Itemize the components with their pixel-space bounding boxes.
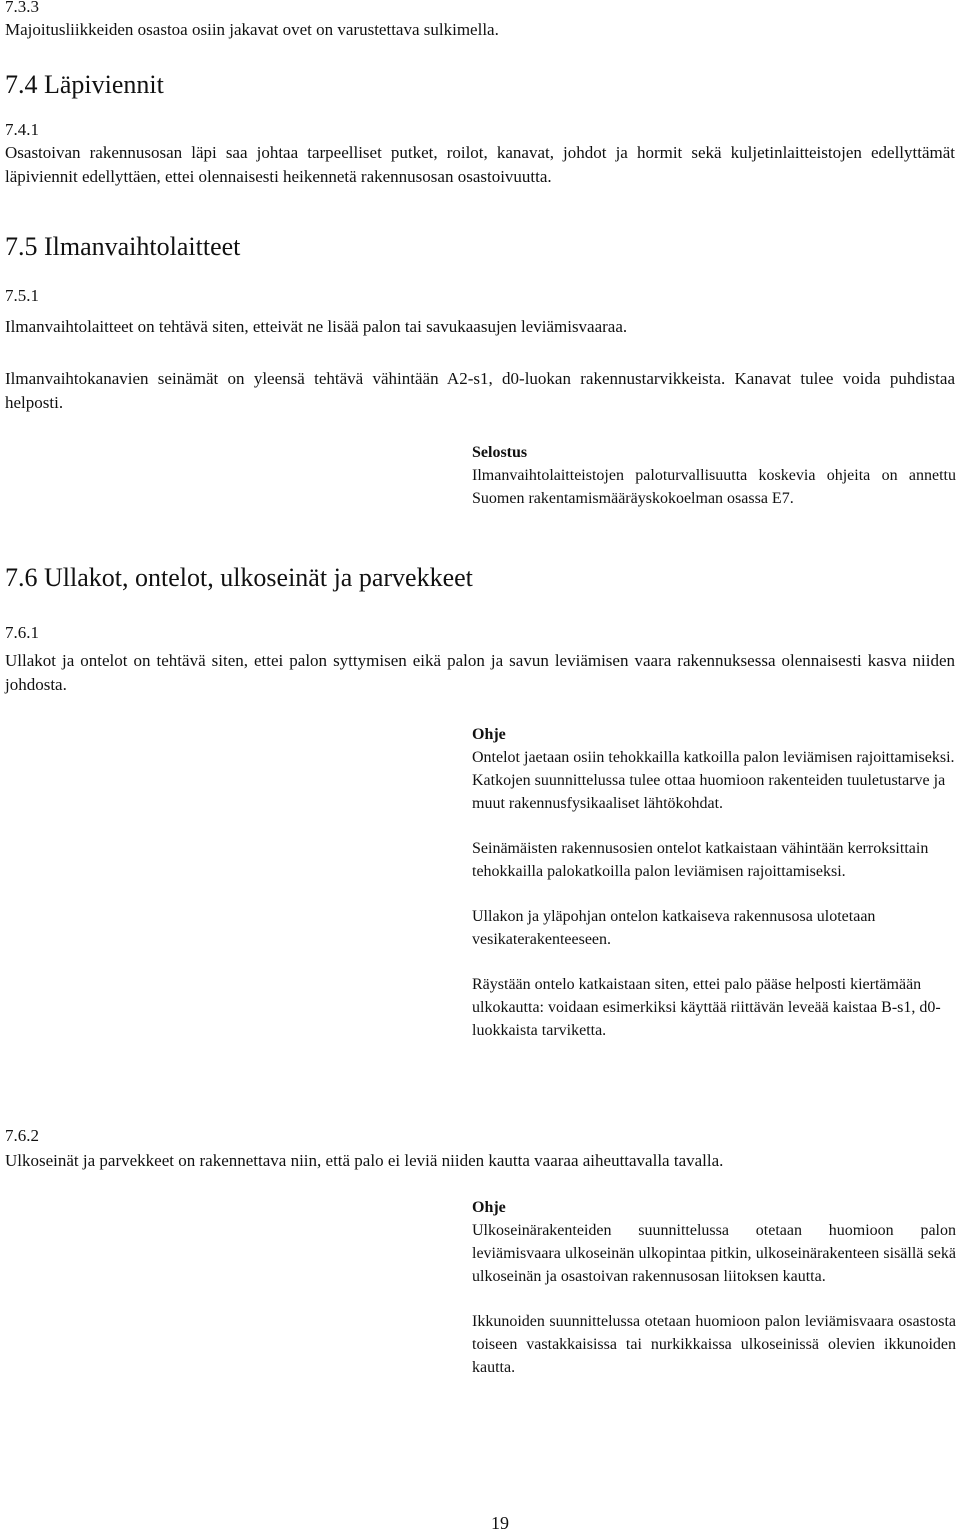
section-text-7-3-3: Majoitusliikkeiden osastoa osiin jakavat ovet on varustettava sulkimella. [5, 20, 499, 39]
section-text-7-5-1-b: Ilmanvaihtokanavien seinämät on yleensä tehtävä vähintään A2-s1, d0-luokan rakennustarvikkeista. Kanavat tulee voida puhdistaa helposti. [5, 369, 955, 412]
section-text-7-5-1: Ilmanvaihtolaitteet on tehtävä siten, etteivät ne lisää palon tai savukaasujen leviämisvaaraa. [5, 317, 628, 336]
guide-paragraph: Ikkunoiden suunnittelussa otetaan huomioon palon leviämisvaara osastosta toiseen vastakkaisissa tai nurkikkaissa ulkoseinissä olevien ikkunoiden kautta. [472, 1313, 956, 1376]
guide-paragraph: Seinämäisten rakennusosien ontelot katkaistaan vähintään kerroksittain tehokkailla palokatkoilla palon leviämisen rajoittamiseksi. [472, 840, 929, 880]
section-text-7-6-2: Ulkoseinät ja parvekkeet on rakennettava niin, että palo ei leviä niiden kautta vaaraa aiheuttavalla tavalla. [5, 1151, 724, 1170]
guide-paragraph: Ontelot jaetaan osiin tehokkailla katkoilla palon leviämisen rajoittamiseksi. Katkojen suunnittelussa tulee ottaa huomioon rakenteiden tuuletustarve ja muut rakennusfysikaaliset lähtökohdat. [472, 749, 955, 812]
guide-paragraph: Ullakon ja yläpohjan ontelon katkaiseva rakennusosa ulotetaan vesikaterakenteeseen. [472, 908, 876, 948]
heading-7-5: 7.5 Ilmanvaihtolaitteet [5, 232, 241, 261]
guide-title: Ohje [472, 726, 506, 743]
section-number-7-6-2: 7.6.2 [5, 1126, 39, 1145]
guide-paragraph: Räystään ontelo katkaistaan siten, ettei palo pääse helposti kiertämään ulkokautta: voidaan esimerkiksi käyttää riittävän leveää kaistaa B-s1, d0-luokkaista tarviketta. [472, 976, 941, 1039]
guide-paragraph: Ulkoseinärakenteiden suunnittelussa otetaan huomioon palon leviämisvaara ulkoseinän ulkopintaa pitkin, ulkoseinärakenteen sisällä sekä ulkoseinän ja osastoivan rakennusosan liitoksen kautta. [472, 1222, 956, 1285]
heading-7-4: 7.4 Läpiviennit [5, 70, 164, 99]
guide-7-6-1 [472, 724, 956, 1042]
guide-title: Ohje [472, 1199, 506, 1216]
section-number-7-6-1: 7.6.1 [5, 623, 39, 642]
section-number-7-4-1: 7.4.1 [5, 120, 39, 139]
section-number-7-3-3: 7.3.3 [5, 0, 39, 16]
note-text: Ilmanvaihtolaitteistojen paloturvallisuutta koskevia ohjeita on annettu Suomen rakentamismääräyskokoelman osassa E7. [472, 467, 956, 507]
section-number-7-5-1: 7.5.1 [5, 286, 39, 305]
page-number: 19 [491, 1513, 509, 1533]
heading-7-6: 7.6 Ullakot, ontelot, ulkoseinät ja parvekkeet [5, 563, 473, 592]
guide-7-6-2 [472, 1197, 956, 1379]
section-text-7-6-1: Ullakot ja ontelot on tehtävä siten, ettei palon syttymisen eikä palon ja savun leviämisen vaara rakennuksessa olennaisesti kasva niiden johdosta. [5, 651, 955, 694]
section-text-7-4-1: Osastoivan rakennusosan läpi saa johtaa tarpeelliset putket, roilot, kanavat, johdot ja hormit sekä kuljetinlaitteistojen edellyttämät läpiviennit edellyttäen, ettei olennaisesti heikennetä rakennusosan osastoivuutta. [5, 143, 955, 186]
note-title: Selostus [472, 444, 528, 461]
note-selostus [472, 442, 956, 510]
